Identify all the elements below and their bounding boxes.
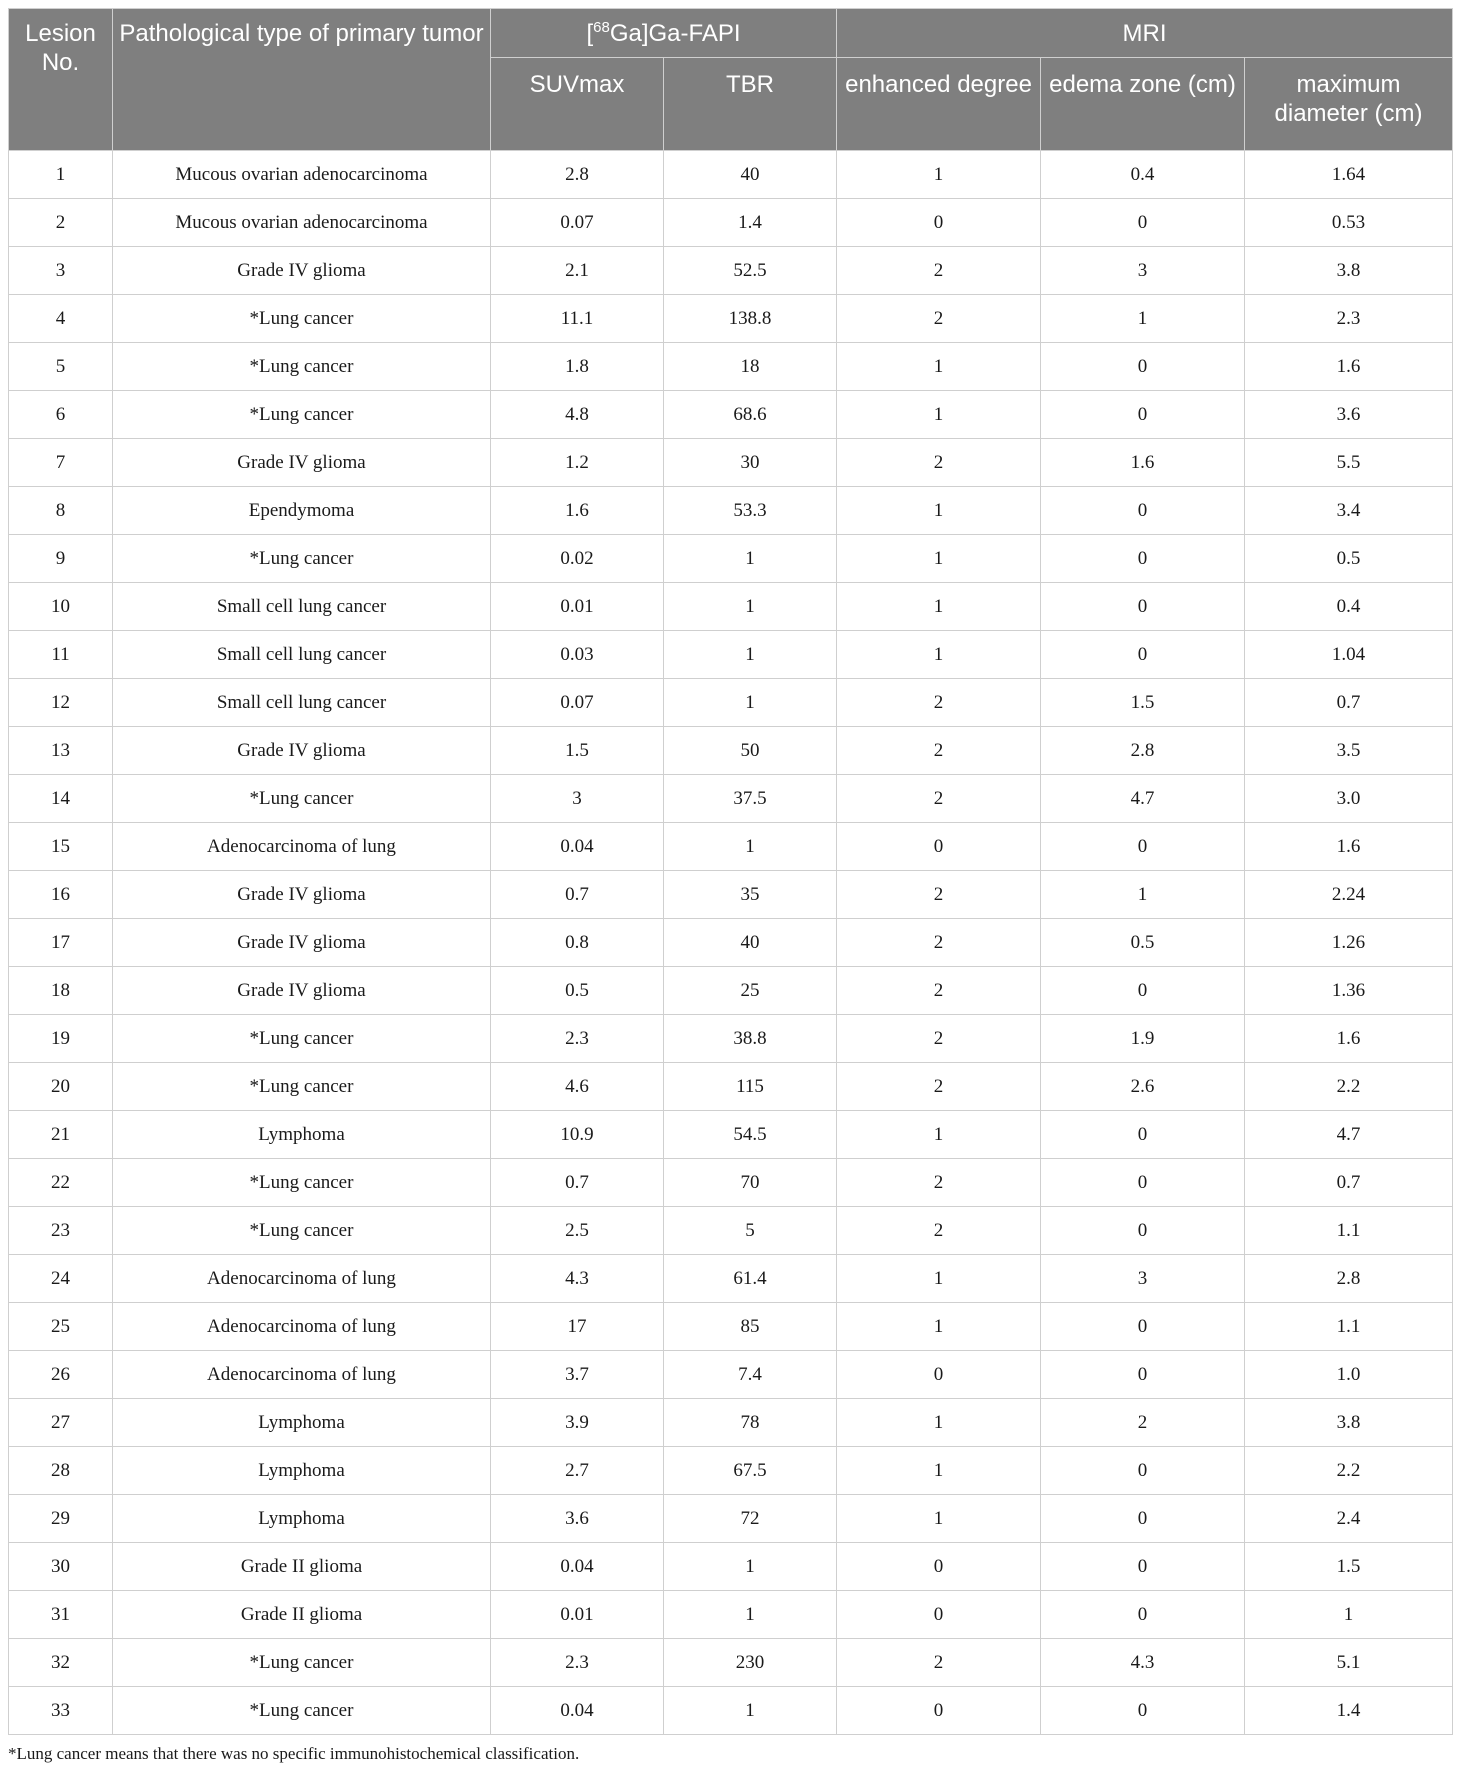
edema-zone-cell: 3 (1041, 1255, 1245, 1303)
tbr-cell: 37.5 (664, 775, 837, 823)
tbr-cell: 54.5 (664, 1111, 837, 1159)
table-row (9, 535, 1453, 583)
table-row (9, 1207, 1453, 1255)
max-diameter-cell: 0.53 (1245, 199, 1453, 247)
edema-zone-cell: 3 (1041, 247, 1245, 295)
suvmax-cell: 3 (491, 775, 664, 823)
enhanced-degree-cell: 2 (837, 871, 1041, 919)
max-diameter-cell: 2.2 (1245, 1447, 1453, 1495)
suvmax-cell: 0.07 (491, 199, 664, 247)
tbr-cell: 25 (664, 967, 837, 1015)
lesion-no-cell: 19 (9, 1015, 113, 1063)
lesion-no-cell: 21 (9, 1111, 113, 1159)
enhanced-degree-cell: 2 (837, 247, 1041, 295)
edema-zone-cell: 0.4 (1041, 151, 1245, 199)
suvmax-cell: 1.6 (491, 487, 664, 535)
enhanced-degree-cell: 2 (837, 1063, 1041, 1111)
lesion-no-cell: 5 (9, 343, 113, 391)
tbr-cell: 5 (664, 1207, 837, 1255)
tbr-cell: 1 (664, 1687, 837, 1735)
pathological-type-cell: Mucous ovarian adenocarcinoma (113, 151, 491, 199)
suvmax-cell: 2.7 (491, 1447, 664, 1495)
pathological-type-cell: Adenocarcinoma of lung (113, 1303, 491, 1351)
edema-zone-cell: 0 (1041, 343, 1245, 391)
edema-zone-cell: 2.8 (1041, 727, 1245, 775)
enhanced-degree-cell: 1 (837, 1399, 1041, 1447)
header-pathological-type: Pathological type of primary tumor (113, 9, 491, 151)
enhanced-degree-cell: 1 (837, 343, 1041, 391)
header-lesion-no: Lesion No. (9, 9, 113, 151)
edema-zone-cell: 0 (1041, 1495, 1245, 1543)
enhanced-degree-cell: 0 (837, 199, 1041, 247)
lesion-no-cell: 33 (9, 1687, 113, 1735)
tbr-cell: 68.6 (664, 391, 837, 439)
suvmax-cell: 11.1 (491, 295, 664, 343)
enhanced-degree-cell: 1 (837, 631, 1041, 679)
edema-zone-cell: 0 (1041, 823, 1245, 871)
edema-zone-cell: 0 (1041, 1447, 1245, 1495)
tbr-cell: 38.8 (664, 1015, 837, 1063)
lesion-no-cell: 15 (9, 823, 113, 871)
max-diameter-cell: 1.0 (1245, 1351, 1453, 1399)
table-row (9, 1495, 1453, 1543)
edema-zone-cell: 0 (1041, 1351, 1245, 1399)
lesion-no-cell: 3 (9, 247, 113, 295)
table-row (9, 1159, 1453, 1207)
tbr-cell: 30 (664, 439, 837, 487)
tbr-cell: 85 (664, 1303, 837, 1351)
lesion-table (8, 8, 1453, 1735)
max-diameter-cell: 1.5 (1245, 1543, 1453, 1591)
tbr-cell: 1 (664, 823, 837, 871)
table-row (9, 1015, 1453, 1063)
suvmax-cell: 0.01 (491, 1591, 664, 1639)
pathological-type-cell: *Lung cancer (113, 1207, 491, 1255)
enhanced-degree-cell: 2 (837, 919, 1041, 967)
table-row (9, 343, 1453, 391)
lesion-no-cell: 26 (9, 1351, 113, 1399)
pathological-type-cell: *Lung cancer (113, 1687, 491, 1735)
pathological-type-cell: Small cell lung cancer (113, 631, 491, 679)
edema-zone-cell: 1.9 (1041, 1015, 1245, 1063)
suvmax-cell: 3.9 (491, 1399, 664, 1447)
edema-zone-cell: 1.6 (1041, 439, 1245, 487)
edema-zone-cell: 0 (1041, 1159, 1245, 1207)
pathological-type-cell: Lymphoma (113, 1447, 491, 1495)
pathological-type-cell: *Lung cancer (113, 535, 491, 583)
suvmax-cell: 0.03 (491, 631, 664, 679)
max-diameter-cell: 3.4 (1245, 487, 1453, 535)
pathological-type-cell: Lymphoma (113, 1111, 491, 1159)
table-row (9, 775, 1453, 823)
suvmax-cell: 0.04 (491, 823, 664, 871)
lesion-no-cell: 31 (9, 1591, 113, 1639)
enhanced-degree-cell: 2 (837, 967, 1041, 1015)
table-row (9, 1111, 1453, 1159)
table-row (9, 583, 1453, 631)
tbr-cell: 1 (664, 1591, 837, 1639)
table-row (9, 1447, 1453, 1495)
max-diameter-cell: 4.7 (1245, 1111, 1453, 1159)
tbr-cell: 138.8 (664, 295, 837, 343)
max-diameter-cell: 3.8 (1245, 247, 1453, 295)
tbr-cell: 7.4 (664, 1351, 837, 1399)
suvmax-cell: 2.8 (491, 151, 664, 199)
table-row (9, 295, 1453, 343)
max-diameter-cell: 3.6 (1245, 391, 1453, 439)
max-diameter-cell: 0.7 (1245, 1159, 1453, 1207)
enhanced-degree-cell: 0 (837, 1687, 1041, 1735)
edema-zone-cell: 0 (1041, 535, 1245, 583)
pathological-type-cell: Grade IV glioma (113, 247, 491, 295)
edema-zone-cell: 0 (1041, 967, 1245, 1015)
max-diameter-cell: 2.24 (1245, 871, 1453, 919)
tbr-cell: 1.4 (664, 199, 837, 247)
pathological-type-cell: *Lung cancer (113, 1159, 491, 1207)
enhanced-degree-cell: 1 (837, 583, 1041, 631)
header-tbr: TBR (664, 58, 837, 151)
tbr-cell: 35 (664, 871, 837, 919)
suvmax-cell: 2.5 (491, 1207, 664, 1255)
edema-zone-cell: 1 (1041, 871, 1245, 919)
max-diameter-cell: 0.5 (1245, 535, 1453, 583)
pathological-type-cell: Adenocarcinoma of lung (113, 1351, 491, 1399)
enhanced-degree-cell: 2 (837, 1015, 1041, 1063)
enhanced-degree-cell: 0 (837, 1543, 1041, 1591)
enhanced-degree-cell: 1 (837, 391, 1041, 439)
tbr-cell: 53.3 (664, 487, 837, 535)
lesion-no-cell: 17 (9, 919, 113, 967)
pathological-type-cell: Grade IV glioma (113, 871, 491, 919)
table-container (8, 8, 1452, 1764)
edema-zone-cell: 2 (1041, 1399, 1245, 1447)
enhanced-degree-cell: 2 (837, 727, 1041, 775)
max-diameter-cell: 1.36 (1245, 967, 1453, 1015)
lesion-no-cell: 1 (9, 151, 113, 199)
tbr-cell: 1 (664, 583, 837, 631)
enhanced-degree-cell: 2 (837, 439, 1041, 487)
table-row (9, 439, 1453, 487)
suvmax-cell: 17 (491, 1303, 664, 1351)
table-row (9, 727, 1453, 775)
tbr-cell: 70 (664, 1159, 837, 1207)
enhanced-degree-cell: 1 (837, 1495, 1041, 1543)
tbr-cell: 18 (664, 343, 837, 391)
enhanced-degree-cell: 0 (837, 1351, 1041, 1399)
suvmax-cell: 2.1 (491, 247, 664, 295)
pathological-type-cell: Grade II glioma (113, 1543, 491, 1591)
pathological-type-cell: *Lung cancer (113, 775, 491, 823)
enhanced-degree-cell: 2 (837, 1207, 1041, 1255)
enhanced-degree-cell: 1 (837, 1255, 1041, 1303)
lesion-no-cell: 2 (9, 199, 113, 247)
enhanced-degree-cell: 0 (837, 1591, 1041, 1639)
lesion-no-cell: 12 (9, 679, 113, 727)
max-diameter-cell: 1 (1245, 1591, 1453, 1639)
suvmax-cell: 0.8 (491, 919, 664, 967)
tbr-cell: 52.5 (664, 247, 837, 295)
table-row (9, 823, 1453, 871)
pathological-type-cell: Grade IV glioma (113, 919, 491, 967)
max-diameter-cell: 2.2 (1245, 1063, 1453, 1111)
edema-zone-cell: 0 (1041, 199, 1245, 247)
max-diameter-cell: 5.5 (1245, 439, 1453, 487)
pathological-type-cell: Small cell lung cancer (113, 679, 491, 727)
table-row (9, 1687, 1453, 1735)
header-edema-zone: edema zone (cm) (1041, 58, 1245, 151)
pathological-type-cell: Grade IV glioma (113, 439, 491, 487)
header-fapi-superscript: 68 (593, 18, 610, 36)
max-diameter-cell: 3.0 (1245, 775, 1453, 823)
header-fapi-label: Ga]Ga-FAPI (609, 19, 741, 47)
tbr-cell: 230 (664, 1639, 837, 1687)
lesion-no-cell: 30 (9, 1543, 113, 1591)
lesion-no-cell: 16 (9, 871, 113, 919)
lesion-no-cell: 24 (9, 1255, 113, 1303)
edema-zone-cell: 0 (1041, 1207, 1245, 1255)
edema-zone-cell: 1 (1041, 295, 1245, 343)
lesion-no-cell: 8 (9, 487, 113, 535)
tbr-cell: 40 (664, 919, 837, 967)
table-body (9, 151, 1453, 1735)
table-row (9, 871, 1453, 919)
suvmax-cell: 0.04 (491, 1687, 664, 1735)
max-diameter-cell: 1.6 (1245, 1015, 1453, 1063)
header-enhanced-degree: enhanced degree (837, 58, 1041, 151)
tbr-cell: 78 (664, 1399, 837, 1447)
max-diameter-cell: 1.6 (1245, 823, 1453, 871)
max-diameter-cell: 2.8 (1245, 1255, 1453, 1303)
table-row (9, 391, 1453, 439)
suvmax-cell: 0.7 (491, 1159, 664, 1207)
lesion-no-cell: 29 (9, 1495, 113, 1543)
pathological-type-cell: *Lung cancer (113, 391, 491, 439)
suvmax-cell: 4.6 (491, 1063, 664, 1111)
suvmax-cell: 1.8 (491, 343, 664, 391)
max-diameter-cell: 1.1 (1245, 1207, 1453, 1255)
enhanced-degree-cell: 1 (837, 1303, 1041, 1351)
table-row (9, 1639, 1453, 1687)
tbr-cell: 61.4 (664, 1255, 837, 1303)
table-row (9, 679, 1453, 727)
pathological-type-cell: *Lung cancer (113, 295, 491, 343)
lesion-no-cell: 27 (9, 1399, 113, 1447)
max-diameter-cell: 1.1 (1245, 1303, 1453, 1351)
suvmax-cell: 0.01 (491, 583, 664, 631)
table-row (9, 1351, 1453, 1399)
edema-zone-cell: 2.6 (1041, 1063, 1245, 1111)
table-row (9, 1399, 1453, 1447)
lesion-no-cell: 25 (9, 1303, 113, 1351)
suvmax-cell: 1.5 (491, 727, 664, 775)
pathological-type-cell: Small cell lung cancer (113, 583, 491, 631)
max-diameter-cell: 0.7 (1245, 679, 1453, 727)
table-row (9, 199, 1453, 247)
table-row (9, 919, 1453, 967)
tbr-cell: 1 (664, 631, 837, 679)
lesion-no-cell: 32 (9, 1639, 113, 1687)
edema-zone-cell: 0 (1041, 631, 1245, 679)
edema-zone-cell: 0 (1041, 391, 1245, 439)
edema-zone-cell: 0 (1041, 1687, 1245, 1735)
suvmax-cell: 3.6 (491, 1495, 664, 1543)
edema-zone-cell: 0 (1041, 1303, 1245, 1351)
max-diameter-cell: 3.8 (1245, 1399, 1453, 1447)
pathological-type-cell: *Lung cancer (113, 1639, 491, 1687)
max-diameter-cell: 1.4 (1245, 1687, 1453, 1735)
lesion-no-cell: 7 (9, 439, 113, 487)
table-row (9, 1591, 1453, 1639)
tbr-cell: 40 (664, 151, 837, 199)
pathological-type-cell: Lymphoma (113, 1495, 491, 1543)
lesion-no-cell: 22 (9, 1159, 113, 1207)
suvmax-cell: 3.7 (491, 1351, 664, 1399)
lesion-no-cell: 10 (9, 583, 113, 631)
edema-zone-cell: 4.7 (1041, 775, 1245, 823)
lesion-no-cell: 18 (9, 967, 113, 1015)
lesion-no-cell: 20 (9, 1063, 113, 1111)
enhanced-degree-cell: 2 (837, 679, 1041, 727)
tbr-cell: 50 (664, 727, 837, 775)
edema-zone-cell: 1.5 (1041, 679, 1245, 727)
table-row (9, 1063, 1453, 1111)
pathological-type-cell: Grade IV glioma (113, 727, 491, 775)
lesion-no-cell: 28 (9, 1447, 113, 1495)
lesion-no-cell: 23 (9, 1207, 113, 1255)
table-footnote: *Lung cancer means that there was no specific immunohistochemical classification. (8, 1744, 580, 1763)
pathological-type-cell: Grade II glioma (113, 1591, 491, 1639)
suvmax-cell: 4.3 (491, 1255, 664, 1303)
lesion-no-cell: 4 (9, 295, 113, 343)
lesion-no-cell: 6 (9, 391, 113, 439)
edema-zone-cell: 4.3 (1041, 1639, 1245, 1687)
table-row (9, 1255, 1453, 1303)
tbr-cell: 72 (664, 1495, 837, 1543)
table-row (9, 151, 1453, 199)
pathological-type-cell: Adenocarcinoma of lung (113, 823, 491, 871)
enhanced-degree-cell: 2 (837, 1159, 1041, 1207)
suvmax-cell: 1.2 (491, 439, 664, 487)
tbr-cell: 67.5 (664, 1447, 837, 1495)
lesion-no-cell: 9 (9, 535, 113, 583)
max-diameter-cell: 2.4 (1245, 1495, 1453, 1543)
max-diameter-cell: 0.4 (1245, 583, 1453, 631)
edema-zone-cell: 0 (1041, 1591, 1245, 1639)
tbr-cell: 1 (664, 679, 837, 727)
max-diameter-cell: 1.26 (1245, 919, 1453, 967)
enhanced-degree-cell: 1 (837, 151, 1041, 199)
enhanced-degree-cell: 1 (837, 535, 1041, 583)
tbr-cell: 1 (664, 1543, 837, 1591)
suvmax-cell: 0.07 (491, 679, 664, 727)
pathological-type-cell: Grade IV glioma (113, 967, 491, 1015)
edema-zone-cell: 0 (1041, 1111, 1245, 1159)
suvmax-cell: 4.8 (491, 391, 664, 439)
max-diameter-cell: 1.6 (1245, 343, 1453, 391)
enhanced-degree-cell: 2 (837, 1639, 1041, 1687)
max-diameter-cell: 5.1 (1245, 1639, 1453, 1687)
enhanced-degree-cell: 1 (837, 1111, 1041, 1159)
enhanced-degree-cell: 0 (837, 823, 1041, 871)
header-suvmax: SUVmax (491, 58, 664, 151)
enhanced-degree-cell: 2 (837, 775, 1041, 823)
pathological-type-cell: Mucous ovarian adenocarcinoma (113, 199, 491, 247)
header-fapi-group: [$^{68}$Ga]Ga-FAPI (491, 9, 837, 58)
pathological-type-cell: Ependymoma (113, 487, 491, 535)
table-header (9, 9, 1453, 151)
tbr-cell: 1 (664, 535, 837, 583)
edema-zone-cell: 0 (1041, 487, 1245, 535)
pathological-type-cell: *Lung cancer (113, 343, 491, 391)
table-row (9, 247, 1453, 295)
lesion-no-cell: 13 (9, 727, 113, 775)
suvmax-cell: 10.9 (491, 1111, 664, 1159)
suvmax-cell: 0.7 (491, 871, 664, 919)
table-row (9, 1543, 1453, 1591)
enhanced-degree-cell: 2 (837, 295, 1041, 343)
suvmax-cell: 2.3 (491, 1639, 664, 1687)
edema-zone-cell: 0.5 (1041, 919, 1245, 967)
enhanced-degree-cell: 1 (837, 1447, 1041, 1495)
table-row (9, 487, 1453, 535)
max-diameter-cell: 1.64 (1245, 151, 1453, 199)
max-diameter-cell: 1.04 (1245, 631, 1453, 679)
pathological-type-cell: Adenocarcinoma of lung (113, 1255, 491, 1303)
table-row (9, 967, 1453, 1015)
edema-zone-cell: 0 (1041, 583, 1245, 631)
table-row (9, 631, 1453, 679)
lesion-no-cell: 11 (9, 631, 113, 679)
tbr-cell: 115 (664, 1063, 837, 1111)
table-row (9, 1303, 1453, 1351)
max-diameter-cell: 3.5 (1245, 727, 1453, 775)
edema-zone-cell: 0 (1041, 1543, 1245, 1591)
max-diameter-cell: 2.3 (1245, 295, 1453, 343)
lesion-no-cell: 14 (9, 775, 113, 823)
enhanced-degree-cell: 1 (837, 487, 1041, 535)
suvmax-cell: 0.04 (491, 1543, 664, 1591)
suvmax-cell: 0.02 (491, 535, 664, 583)
header-max-diameter: maximum diameter (cm) (1245, 58, 1453, 151)
header-mri-group: MRI (837, 9, 1453, 58)
pathological-type-cell: *Lung cancer (113, 1015, 491, 1063)
pathological-type-cell: *Lung cancer (113, 1063, 491, 1111)
suvmax-cell: 0.5 (491, 967, 664, 1015)
suvmax-cell: 2.3 (491, 1015, 664, 1063)
pathological-type-cell: Lymphoma (113, 1399, 491, 1447)
